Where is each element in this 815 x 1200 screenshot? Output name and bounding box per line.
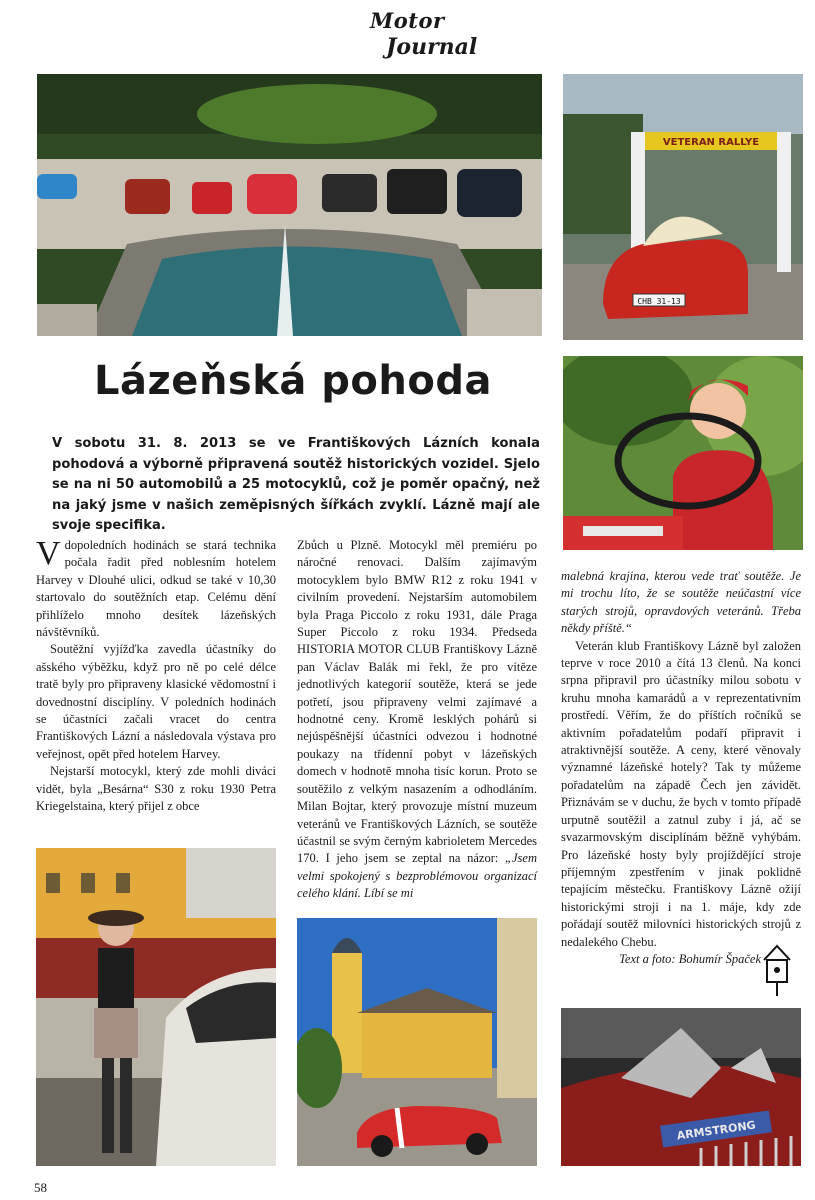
photo-text-credit: Text a foto: Bohumír Špaček (619, 951, 761, 966)
logo-line-1: Motor (370, 8, 445, 33)
photo-church-roadster (297, 918, 537, 1166)
article-column-1 (36, 537, 276, 816)
photo-fountain-cars (37, 74, 542, 336)
page-number: 58 (34, 1180, 47, 1195)
col3-paragraph-2: Veterán klub Františkovy Lázně byl založen teprve v roce 2010 a čítá 13 členů. Na konci srpna připravil pro účastníky milou sobotu v kruhu mnoha kamarádů a v reprezentativním prostředí. Věřím, že do příštích ročníků se aktivním pořadatelům podaří připravit i atraktivnější soutěže. A ceny, které věnovaly významné lázeňské hotely? Tak ty můžeme pořadatelům na západě Čech jen závidět. Přiznávám se v duchu, že bych v tomto případě urputně soutěžil a zatnul zuby i já, ač se svazarmovským disciplínám běžně vyhýbám. Pro lázeňské hosty byly projíždějící stroje příjemným zpestřením v jinak poklidně tepajícím městečku. Františkovy Lázně ožijí historickými stroji i na 1. máje, kdy zde pořádají soutěž milovníci historických strojů z nedalekého Chebu. (561, 638, 801, 949)
article-end-icon (760, 940, 794, 998)
article-column-2 (297, 537, 537, 903)
col3-quote: malebná krajina, kterou vede trať soutěže. Je mi trochu líto, že se soutěže neúčastní více starých strojů, opravdových veteránů. Třeba někdy příště.“ (561, 569, 801, 636)
emblem-text: ARMSTRONG (675, 1118, 757, 1143)
col2-paragraph-1: Zbůch u Plzně. Motocykl měl premiéru po náročné renovaci. Dalším zajímavým motocyklem bylo BMW R12 z roku 1941 v civilním provedení. Nejstarším automobilem byla Praga Piccolo z roku 1931, dále Praga Super Piccolo z roku 1934. Předseda HISTORIA MOTOR CLUB Františkovy Lázně pan Václav Balák mi řekl, že pro vítěze jednotlivých kategorií soutěže, která se jede potřetí, jsou připraveny velmi zajímavé a hodnotné ceny. Kromě lesklých pohárů si nejúspěšnější účastníci odvezou i hodnotné poukazy na třídenní pobyt v lázeňských domech v hodnotě mnoha tisíc korun. Proto se soutěžilo z velkým nasazením a odhodláním. Milan Bojtar, který provozuje místní muzeum veteránů ve Františkových Lázních, se soutěže účastnil se svým černým kabrioletem Mercedes 170. I jeho jsem se zeptal na názor: (297, 538, 537, 866)
arch-banner-text: VETERAN RALLYE (662, 137, 760, 148)
photo-car-emblem (561, 1008, 801, 1166)
article-lead: V sobotu 31. 8. 2013 se ve Františkových Lázních konala pohodová a výborně připravená soutěž historických vozidel. Sjelo se na ni 50 automobilů a 25 motocyklů, což je poměr opačný, než na jaký jsme v našich zeměpisných šířkách zvyklí. Lázně mají ale svoje specifika. (52, 436, 540, 533)
photo-rally-arch (563, 74, 803, 340)
article-headline: Lázeňská pohoda (94, 358, 492, 404)
col1-paragraph-2: Soutěžní vyjížďka zavedla účastníky do ašského výběžku, když pro ně po celé délce tratě byly pro připraveny klasické vědomostní i dovednostní disciplíny. V poledních hodinách se účastníci začali vracet do centra Františkových Lázní a následovala výstava pro veřejnost, opět před hotelem Harvey. (36, 642, 276, 761)
col1-paragraph-1: dopoledních hodinách se stará technika počala řadit před noblesním hotelem Harvey v Dlouhé ulici, odkud se také v 10,30 startovalo do soutěžních etap. Celému dění přihlíželo mnoho desítek lázeňských návštěvníků. (36, 538, 276, 640)
article-column-3 (561, 568, 801, 968)
magazine-logo (362, 6, 478, 66)
col2-quote: „Jsem velmi spokojený s bezproblémovou organizací celého klání. Líbí se mi (297, 851, 537, 901)
photo-child-steering-wheel (563, 356, 803, 550)
logo-line-2: Journal (386, 34, 478, 60)
photo-woman-with-car (36, 848, 276, 1166)
col1-paragraph-3: Nejstarší motocykl, který zde mohli diváci vidět, byla „Besárna“ S30 z roku 1930 Petra Kriegelstaina, který přijel z obce (36, 764, 276, 814)
license-plate: CHB 31-13 (637, 297, 681, 306)
drop-cap: V (36, 535, 61, 572)
